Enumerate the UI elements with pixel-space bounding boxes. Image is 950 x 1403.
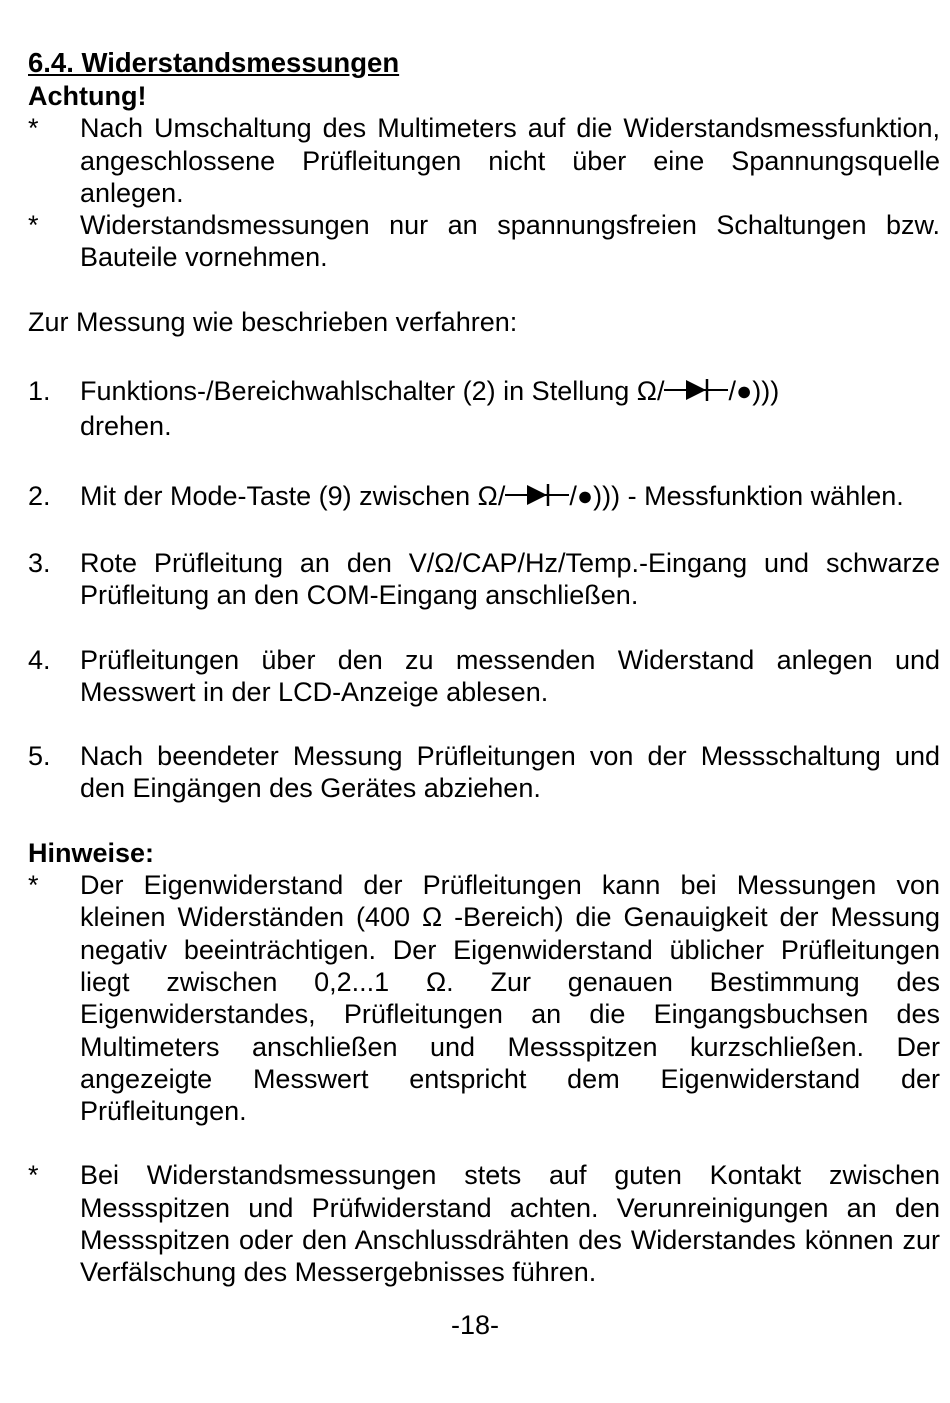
step-text: Rote Prüfleitung an den V/Ω/CAP/Hz/Temp.-Eingang und schwarze Prüfleitung an den COM-Eingang anschließen. (80, 547, 940, 611)
intro-text: Zur Messung wie beschrieben verfahren: (28, 306, 518, 337)
step-item (28, 480, 940, 515)
step-text-after: /●))) - Messfunktion wählen. (569, 480, 904, 511)
step-text (80, 480, 940, 515)
step-text-before: Mit der Mode-Taste (9) zwischen Ω/ (80, 480, 506, 511)
step-text: Nach beendeter Messung Prüfleitungen von der Messschaltung und den Eingängen des Gerätes abziehen. (80, 741, 940, 804)
step-item (28, 547, 940, 612)
step-number: 1. (28, 376, 51, 407)
warning-text: Widerstandsmessungen nur an spannungsfreien Schaltungen bzw. Bauteile vornehmen. (80, 210, 940, 273)
step-text: Prüfleitungen über den zu messenden Widerstand anlegen und Messwert in der LCD-Anzeige ablesen. (80, 644, 940, 707)
warning-item (28, 209, 940, 274)
note-item (28, 869, 940, 1127)
step-number: 3. (28, 547, 51, 578)
bullet-marker: * (28, 113, 39, 144)
bullet-marker: * (28, 1160, 39, 1191)
step-text-before: Funktions-/Bereichwahlschalter (2) in Stellung Ω/ (80, 376, 665, 407)
bullet-marker: * (28, 210, 39, 241)
section-title: 6.4. Widerstandsmessungen (28, 47, 400, 78)
document-page (28, 46, 940, 1289)
diode-symbol-icon (664, 377, 728, 410)
diode-symbol-icon (505, 482, 569, 515)
notes-heading: Hinweise: (28, 837, 155, 868)
step-number: 5. (28, 741, 51, 772)
step-number: 2. (28, 480, 51, 511)
page-number: -18- (450, 1310, 499, 1340)
step-text-cont: drehen. (80, 411, 172, 442)
note-text: Der Eigenwiderstand der Prüfleitungen kann bei Messungen von kleinen Widerständen (400 Ω -Bereich) die Genauigkeit der Messung negativ beeinträchtigen. Der Eigenwiderstand üblicher Prüfleitungen liegt zwischen 0,2...1 Ω. Zur genauen Bestimmung des Eigenwiderstandes, Prüfleitungen an die Eingangsbuchsen des Multimeters anschließen und Messspitzen kurzschließen. Der angezeigte Messwert entspricht dem Eigenwiderstand der Prüfleitungen. (80, 870, 940, 1127)
warning-heading: Achtung! (28, 81, 147, 111)
step-item (28, 375, 940, 443)
step-number: 4. (28, 644, 51, 675)
step-text (80, 375, 940, 443)
step-text-after: /●))) (728, 376, 780, 407)
step-item (28, 644, 940, 709)
bullet-marker: * (28, 870, 39, 901)
note-item (28, 1159, 940, 1288)
warning-text: Nach Umschaltung des Multimeters auf die Widerstandsmessfunktion, angeschlossene Prüfleitungen nicht über eine Spannungsquelle anlegen. (80, 113, 940, 208)
warning-item (28, 112, 940, 209)
note-text: Bei Widerstandsmessungen stets auf guten Kontakt zwischen Messspitzen und Prüfwiderstand achten. Verunreinigungen an den Messspitzen oder den Anschlussdrähten des Widerstandes können zur Verfälschung des Messergebnisses führen. (80, 1160, 940, 1288)
step-item (28, 740, 940, 805)
